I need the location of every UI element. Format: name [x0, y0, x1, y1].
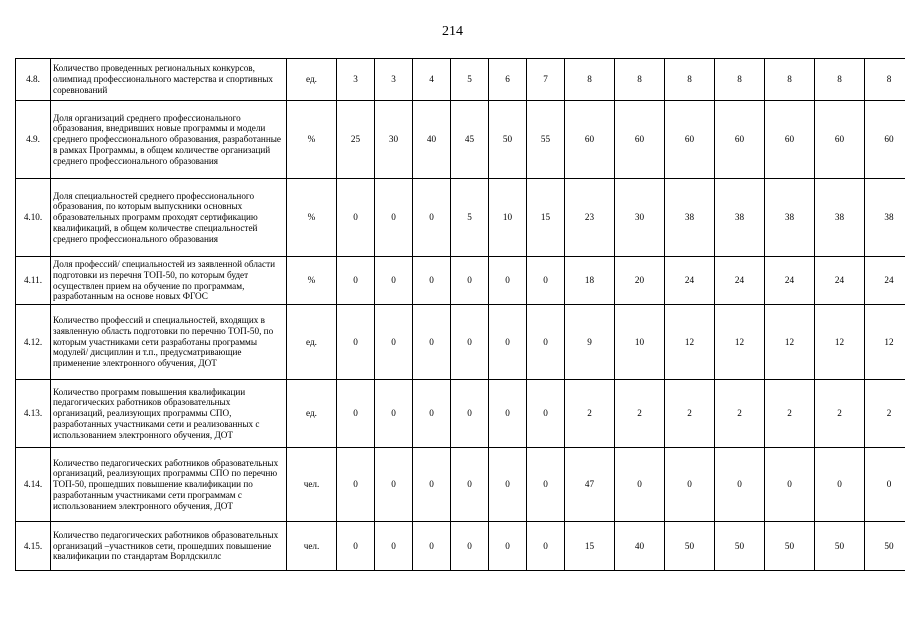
value-cell: 0	[527, 448, 565, 522]
value-cell: 30	[375, 101, 413, 179]
value-cell: 38	[665, 179, 715, 257]
value-cell: 24	[665, 257, 715, 305]
value-cell: 0	[413, 257, 451, 305]
indicator-description: Количество программ повышения квалификации педагогических работников образовательных организаций, реализующих программы СПО, разработанных участниками сети и реализованных с использованием электронного обучения, ДОТ	[51, 380, 287, 448]
value-cell: 60	[665, 101, 715, 179]
unit-cell: %	[287, 101, 337, 179]
value-cell: 12	[765, 305, 815, 380]
value-cell: 24	[865, 257, 905, 305]
value-cell: 0	[489, 522, 527, 571]
value-cell: 2	[815, 380, 865, 448]
row-number: 4.14.	[16, 448, 51, 522]
value-cell: 3	[375, 59, 413, 101]
value-cell: 0	[489, 257, 527, 305]
value-cell: 0	[375, 305, 413, 380]
value-cell: 0	[527, 257, 565, 305]
value-cell: 24	[715, 257, 765, 305]
value-cell: 0	[413, 448, 451, 522]
value-cell: 20	[615, 257, 665, 305]
value-cell: 0	[337, 257, 375, 305]
value-cell: 60	[865, 101, 905, 179]
value-cell: 60	[815, 101, 865, 179]
value-cell: 0	[865, 448, 905, 522]
table-row	[16, 101, 905, 179]
value-cell: 12	[665, 305, 715, 380]
value-cell: 3	[337, 59, 375, 101]
value-cell: 0	[413, 305, 451, 380]
row-number: 4.9.	[16, 101, 51, 179]
value-cell: 50	[865, 522, 905, 571]
value-cell: 0	[337, 305, 375, 380]
value-cell: 0	[815, 448, 865, 522]
value-cell: 0	[489, 305, 527, 380]
unit-cell: ед.	[287, 305, 337, 380]
value-cell: 8	[565, 59, 615, 101]
table-row	[16, 257, 905, 305]
value-cell: 2	[865, 380, 905, 448]
value-cell: 2	[565, 380, 615, 448]
table-row	[16, 522, 905, 571]
value-cell: 15	[565, 522, 615, 571]
value-cell: 0	[375, 448, 413, 522]
value-cell: 0	[413, 179, 451, 257]
value-cell: 5	[451, 59, 489, 101]
value-cell: 2	[665, 380, 715, 448]
value-cell: 0	[527, 380, 565, 448]
value-cell: 50	[765, 522, 815, 571]
value-cell: 2	[615, 380, 665, 448]
value-cell: 0	[765, 448, 815, 522]
value-cell: 10	[489, 179, 527, 257]
value-cell: 0	[527, 522, 565, 571]
value-cell: 38	[765, 179, 815, 257]
value-cell: 50	[715, 522, 765, 571]
unit-cell: чел.	[287, 522, 337, 571]
row-number: 4.13.	[16, 380, 51, 448]
table-row	[16, 179, 905, 257]
page-number: 214	[442, 24, 463, 39]
table-row	[16, 380, 905, 448]
value-cell: 47	[565, 448, 615, 522]
value-cell: 0	[527, 305, 565, 380]
value-cell: 6	[489, 59, 527, 101]
value-cell: 0	[375, 522, 413, 571]
value-cell: 0	[451, 522, 489, 571]
value-cell: 12	[715, 305, 765, 380]
table-row	[16, 448, 905, 522]
row-number: 4.12.	[16, 305, 51, 380]
value-cell: 0	[337, 179, 375, 257]
indicators-table	[15, 58, 905, 571]
value-cell: 0	[451, 448, 489, 522]
indicator-description: Доля профессий/ специальностей из заявленной области подготовки из перечня ТОП-50, по которым будет осуществлен прием на обучение по программам, разработанным на основе новых ФГОС	[51, 257, 287, 305]
value-cell: 2	[715, 380, 765, 448]
value-cell: 12	[865, 305, 905, 380]
value-cell: 60	[615, 101, 665, 179]
value-cell: 8	[815, 59, 865, 101]
value-cell: 0	[337, 448, 375, 522]
value-cell: 23	[565, 179, 615, 257]
value-cell: 30	[615, 179, 665, 257]
row-number: 4.10.	[16, 179, 51, 257]
value-cell: 0	[489, 380, 527, 448]
value-cell: 0	[375, 179, 413, 257]
value-cell: 0	[615, 448, 665, 522]
value-cell: 0	[337, 522, 375, 571]
unit-cell: %	[287, 179, 337, 257]
value-cell: 8	[765, 59, 815, 101]
value-cell: 9	[565, 305, 615, 380]
row-number: 4.11.	[16, 257, 51, 305]
indicator-description: Количество профессий и специальностей, входящих в заявленную область подготовки по перечню ТОП-50, по которым участниками сети разработаны программы модулей/ дисциплин и т.п., предусматривающие применение электронного обучения, ДОТ	[51, 305, 287, 380]
unit-cell: %	[287, 257, 337, 305]
unit-cell: ед.	[287, 59, 337, 101]
row-number: 4.15.	[16, 522, 51, 571]
indicator-description: Доля специальностей среднего профессионального образования, по которым выпускники основных образовательных программ проходят сертификацию квалификаций, в общем количестве специальностей среднего профессионального образования	[51, 179, 287, 257]
value-cell: 55	[527, 101, 565, 179]
value-cell: 0	[665, 448, 715, 522]
value-cell: 5	[451, 179, 489, 257]
value-cell: 7	[527, 59, 565, 101]
value-cell: 0	[337, 380, 375, 448]
value-cell: 0	[375, 257, 413, 305]
table-row	[16, 59, 905, 101]
value-cell: 45	[451, 101, 489, 179]
value-cell: 24	[765, 257, 815, 305]
indicator-description: Доля организаций среднего профессионального образования, внедривших новые программы и модели среднего профессионального образования, разработанные в рамках Программы, в общем количестве организаций среднего профессионального образования	[51, 101, 287, 179]
unit-cell: ед.	[287, 380, 337, 448]
unit-cell: чел.	[287, 448, 337, 522]
value-cell: 18	[565, 257, 615, 305]
value-cell: 40	[413, 101, 451, 179]
value-cell: 0	[715, 448, 765, 522]
value-cell: 50	[489, 101, 527, 179]
value-cell: 4	[413, 59, 451, 101]
value-cell: 60	[715, 101, 765, 179]
value-cell: 0	[375, 380, 413, 448]
value-cell: 38	[815, 179, 865, 257]
indicator-description: Количество педагогических работников образовательных организаций, реализующих программы СПО по перечню ТОП-50, прошедших повышение квалификации по разработанным участниками сети программам с использованием электронного обучения, ДОТ	[51, 448, 287, 522]
value-cell: 8	[665, 59, 715, 101]
value-cell: 15	[527, 179, 565, 257]
value-cell: 50	[815, 522, 865, 571]
value-cell: 0	[451, 380, 489, 448]
value-cell: 38	[865, 179, 905, 257]
indicator-description: Количество педагогических работников образовательных организаций –участников сети, прошедших повышение квалификации по стандартам Ворлдскиллс	[51, 522, 287, 571]
value-cell: 60	[565, 101, 615, 179]
indicator-description: Количество проведенных региональных конкурсов, олимпиад профессионального мастерства и спортивных соревнований	[51, 59, 287, 101]
value-cell: 0	[451, 257, 489, 305]
value-cell: 25	[337, 101, 375, 179]
value-cell: 12	[815, 305, 865, 380]
value-cell: 8	[865, 59, 905, 101]
row-number: 4.8.	[16, 59, 51, 101]
value-cell: 0	[413, 522, 451, 571]
value-cell: 0	[413, 380, 451, 448]
value-cell: 2	[765, 380, 815, 448]
value-cell: 0	[451, 305, 489, 380]
value-cell: 10	[615, 305, 665, 380]
table-body	[16, 59, 905, 571]
value-cell: 38	[715, 179, 765, 257]
value-cell: 24	[815, 257, 865, 305]
table-row	[16, 305, 905, 380]
value-cell: 8	[615, 59, 665, 101]
value-cell: 40	[615, 522, 665, 571]
value-cell: 50	[665, 522, 715, 571]
value-cell: 8	[715, 59, 765, 101]
value-cell: 60	[765, 101, 815, 179]
value-cell: 0	[489, 448, 527, 522]
